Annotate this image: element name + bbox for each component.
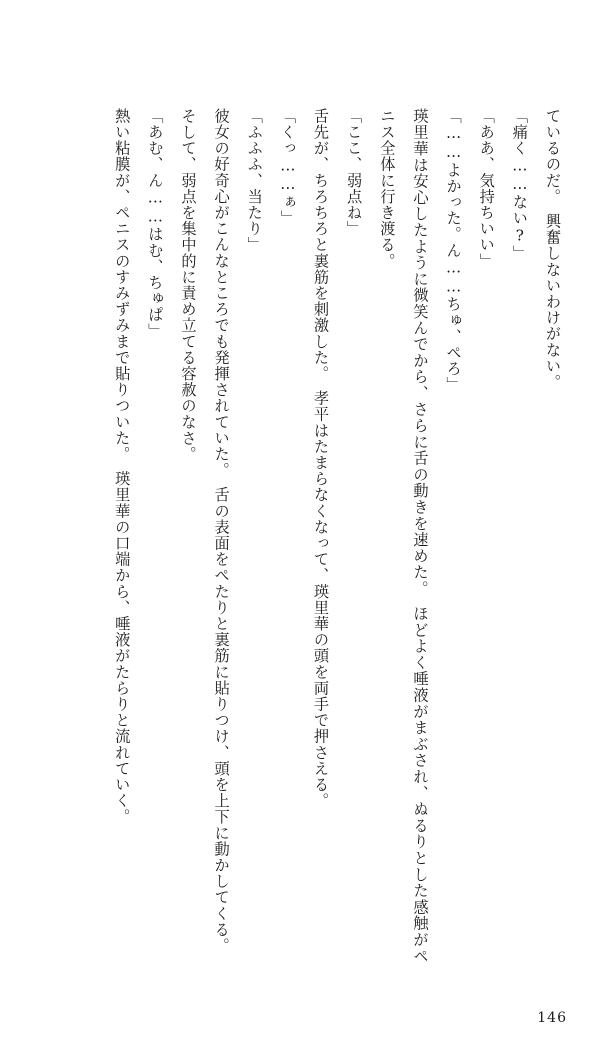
paragraph: 瑛里華は安心したように微笑んでから、さらに舌の動きを速めた。 ほどよく唾液がまぶされ、ぬるりとした感触がペニス全体に行き渡る。 <box>378 108 430 964</box>
page-number: 146 <box>537 1010 567 1026</box>
paragraph: 熱い粘膜が、ペニスのすみずみまで貼りついた。 瑛里華の口端から、唾液がたらりと流れていく。 <box>113 108 132 825</box>
vertical-text-body <box>49 108 569 964</box>
paragraph: そして、弱点を集中的に責め立てる容赦のなさ。 <box>179 108 198 463</box>
paragraph: 「あむ、ん……はむ、ちゅぱ」 <box>146 108 165 339</box>
paragraph: 「くっ……ぁ」 <box>278 108 297 227</box>
paragraph: 舌先が、ちろちろと裏筋を刺激した。 孝平はたまらなくなって、瑛里華の頭を両手で押さえる。 <box>312 108 331 809</box>
paragraph: 「ふふふ、当たり」 <box>245 108 264 253</box>
paragraph: 「……よかった。ん……ちゅ、ぺろ」 <box>444 108 463 393</box>
paragraph: 「痛く……ない?」 <box>510 108 529 262</box>
paragraph: 彼女の好奇心がこんなところでも発揮されていた。 舌の表面をぺたりと裏筋に貼りつけ、頭を上下に動かしてくる。 <box>212 108 231 954</box>
paragraph: 「ここ、弱点ね」 <box>345 108 364 237</box>
paragraph: 「ああ、気持ちいい」 <box>477 108 496 269</box>
paragraph: ているのだ。 興奮しないわけがない。 <box>544 108 562 391</box>
